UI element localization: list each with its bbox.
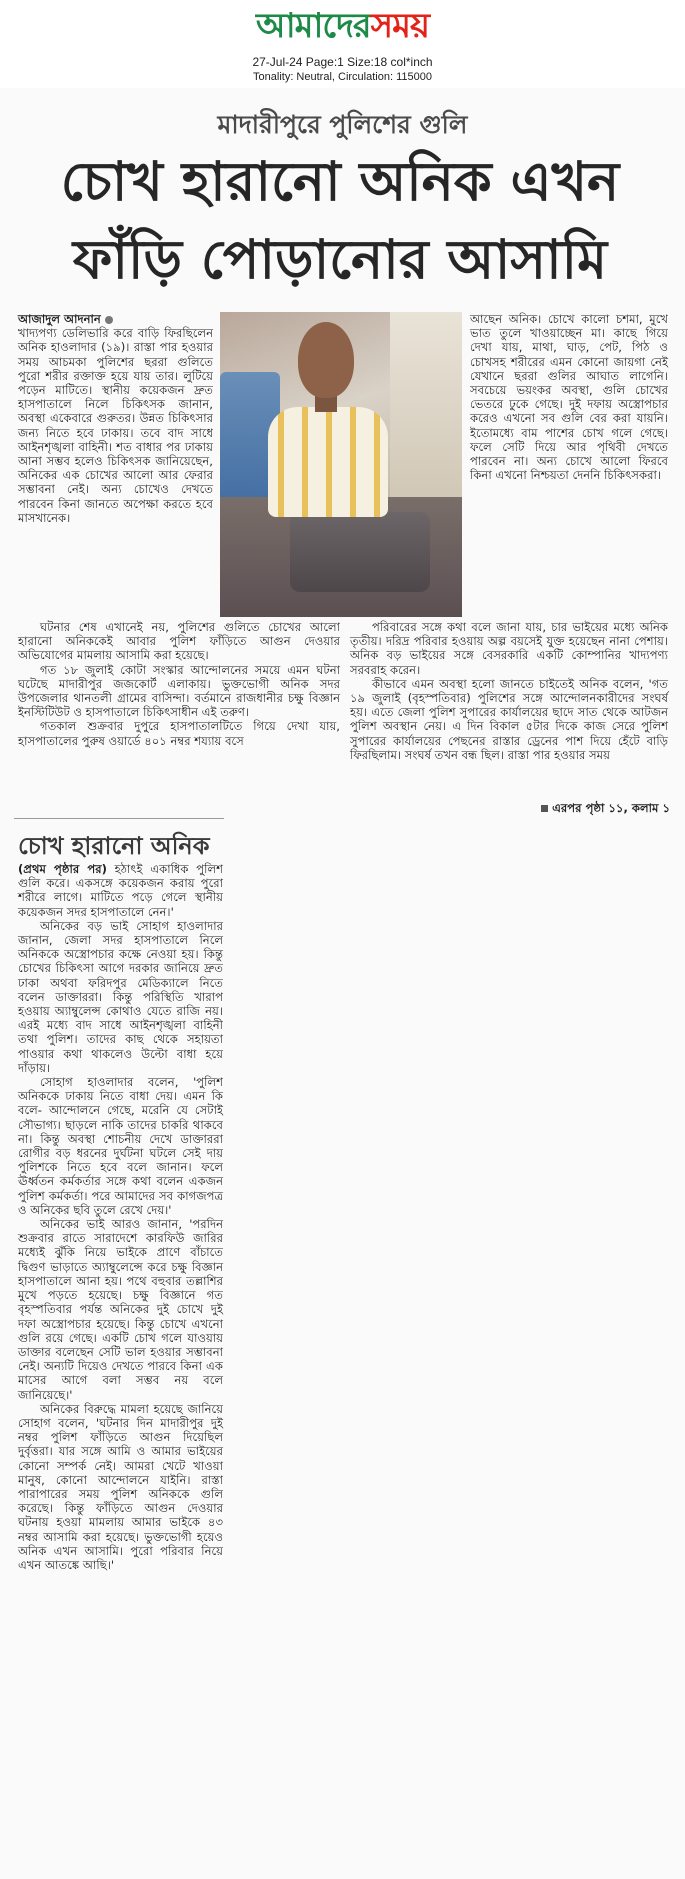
jump-note-text: এরপর পৃষ্ঠা ১১, কলাম ১	[552, 801, 670, 815]
continuation-title: চোখ হারানো অনিক	[18, 832, 210, 860]
wide2-paragraph-1: পরিবারের সঙ্গে কথা বলে জানা যায়, চার ভাইয়ের মধ্যে অনিক তৃতীয়। দরিদ্র পরিবার হওয়ায় অল্প বয়সেই যুক্ত হয়েছেন নানা পেশায়। অনিক বড় ভাইয়ের সঙ্গে বেসরকারি একটি কোম্পানির খাদ্যপণ্য সরবরাহ করেন।	[350, 620, 668, 677]
logo-part-2: সময়	[370, 6, 429, 46]
section-divider	[14, 818, 224, 819]
wide1-paragraph-3: গতকাল শুক্রবার দুপুরে হাসপাতালটিতে গিয়ে দেখা যায়, হাসপাতালের পুরুষ ওয়ার্ডে ৪০১ নম্বর শয্যায় বসে	[18, 719, 340, 748]
article-kicker: মাদারীপুরে পুলিশের গুলি	[217, 110, 468, 139]
left-paragraph: খাদ্যপণ্য ডেলিভারি করে বাড়ি ফিরছিলেন অনিক হাওলাদার (১৯)। রাস্তা পার হওয়ার সময় আচমকা পুলিশের ছররা গুলিতে পুরো শরীর রক্তাক্ত হয়ে যায় তার। লুটিয়ে পড়েন মাটিতে। স্থানীয় কয়েকজন দ্রুত হাসপাতালে নিলে চিকিৎসক জানান, অবস্থা একেবারে গুরুতর। উন্নত চিকিৎসার জন্য নিতে হবে ঢাকায়। তবে বাদ সাধে আইনশৃঙ্খলা বাহিনী। শত বাধার পর ঢাকায় আনা সম্ভব হলেও চিকিৎসক জানিয়েছেন, অনিকের এক চোখের আলো আর ফেরার সম্ভাবনা নেই। অন্য চোখেও দেখতে পারবেন কিনা জানতে অপেক্ষা করতে হবে মাসখানেক।	[18, 326, 213, 525]
continuation-column	[18, 862, 223, 1572]
headline-line-2: ফাঁড়ি পোড়ানোর আসামি	[72, 228, 608, 291]
square-bullet-icon	[541, 805, 548, 812]
wide-column-1	[18, 620, 340, 748]
wide2-paragraph-2: কীভাবে এমন অবস্থা হলো জানতে চাইতেই অনিক বলেন, 'গত ১৯ জুলাই (বৃহস্পতিবার) পুলিশের সঙ্গে আন্দোলনকারীদের সংঘর্ষ হয়। এতে জেলা পুলিশ সুপারের কার্যালয়ের ছাদে সাত থেকে আটজন পুলিশ অবস্থান নেয়। এ দিন বিকাল ৫টার দিকে কাজ সেরে পুলিশ সুপারের কার্যালয়ের পেছনের রাস্তার ড্রেনের পাশ দিয়ে হেঁটে বাড়ি ফিরছিলাম। সংঘর্ষ তখন বন্ধ ছিল। রাস্তা পার হওয়ার সময়	[350, 676, 668, 762]
byline: আজাদুল আদনান	[18, 312, 101, 326]
byline-dot-icon	[105, 316, 113, 324]
continuation-paragraph-2: অনিকের বড় ভাই সোহাগ হাওলাদার জানান, জেলা সদর হাসপাতালে নিলে অনিককে অস্ত্রোপচার কক্ষে নেওয়া হয়। কিন্তু চোখের চিকিৎসা আগে দরকার জানিয়ে দ্রুত ঢাকা অথবা ফরিদপুর মেডিক্যালে নিতে বলেন ডাক্তাররা। কিন্তু পরিস্থিতি খারাপ হওয়ায় অ্যাম্বুলেন্স কোথাও যেতে রাজি নয়। এরই মধ্যে বাদ সাধে আইনশৃঙ্খলা বাহিনী তথা পুলিশ। তাদের কাছ থেকে সহায়তা পাওয়ার কথা থাকলেও উল্টো বাধা হয়ে দাঁড়ায়।	[18, 918, 223, 1075]
clip-meta-line-1: 27-Jul-24 Page:1 Size:18 col*inch	[252, 55, 433, 69]
wide1-paragraph-1: ঘটনার শেষ এখানেই নয়, পুলিশের গুলিতে চোখের আলো হারানো অনিককেই আবার পুলিশ ফাঁড়িতে আগুন দেওয়ার অভিযোগের মামলায় আসামি করা হয়েছে।	[18, 620, 340, 663]
right-column	[470, 312, 668, 482]
wide1-paragraph-2: গত ১৮ জুলাই কোটা সংস্কার আন্দোলনের সময়ে এমন ঘটনা ঘটেছে মাদারীপুর জজকোর্ট এলাকায়। ভুক্তভোগী অনিক সদর উপজেলার থানতলী গ্রামের বাসিন্দা। বর্তমানে রাজধানীর চক্ষু বিজ্ঞান ইনস্টিটিউট ও হাসপাতালে চিকিৎসাধীন এই তরুণ।	[18, 662, 340, 720]
article-photo	[220, 312, 462, 617]
continuation-paragraph-5: অনিকের বিরুদ্ধে মামলা হয়েছে জানিয়ে সোহাগ বলেন, 'ঘটনার দিন মাদারীপুর দুই নম্বর পুলিশ ফাঁড়িতে আগুন দিয়েছিল দুর্বৃত্তরা। যার সঙ্গে আমি ও আমার ভাইয়ের কোনো সম্পর্ক নেই। আমরা খেটে খাওয়া মানুষ, কোনো আন্দোলনে যাইনি। রাস্তা পারাপারের সময় পুলিশ অনিককে গুলি করেছে। কিন্তু ফাঁড়িতে আগুন দেওয়ার ঘটনায় হওয়া মামলায় আমার ভাইকে ৪৩ নম্বর আসামি করা হয়েছে। ভুক্তভোগী হয়েও অনিক এখন আসামি। পুরো পরিবার নিয়ে এখন আতঙ্কে আছি।'	[18, 1401, 223, 1572]
jump-note	[520, 800, 670, 819]
continuation-paragraph-4: অনিকের ভাই আরও জানান, 'পরদিন শুক্রবার রাতে সারাদেশে কারফিউ জারির মধ্যেই ঝুঁকি নিয়ে ভাইকে প্রাণে বাঁচাতে দ্বিগুণ ভাড়াতে অ্যাম্বুলেন্সে করে চক্ষু বিজ্ঞান হাসপাতালে আনা হয়। পথে বহুবার তল্লাশির মুখে পড়তে হয়েছে। চক্ষু বিজ্ঞানে গত বৃহস্পতিবার পর্যন্ত অনিকের দুই চোখে দুই দফা অস্ত্রোপচার হয়েছে। কিন্তু চোখে এখনো গুলি রয়ে গেছে। একটি চোখ গলে যাওয়ায় ডাক্তার বলেছেন সেটি ভাল হওয়ার সম্ভাবনা নেই। অন্যটি দিয়েও দেখতে পারবে কিনা এক মাসের আগে বলা সম্ভব নয় বলে জানিয়েছে।'	[18, 1217, 223, 1402]
wide-column-2	[350, 620, 668, 762]
right-paragraph: আছেন অনিক। চোখে কালো চশমা, মুখে ভাত তুলে খাওয়াচ্ছেন মা। কাছে গিয়ে দেখা যায়, মাথা, ঘাড়, পেট, পিঠ ও চোখসহ শরীরের এমন কোনো জায়গা নেই যেখানে ছররা গুলির আঘাত লাগেনি। সবচেয়ে ভয়ংকর অবস্থা, গুলি চোখের ভেতরে ঢুকে গেছে। দুই দফায় অস্ত্রোপচার করেও এখনো সব গুলি বের করা যায়নি। ইতোমধ্যে বাম পাশের চোখ গলে গেছে। ফলে সেটি দিয়ে আর পৃথিবী দেখতে পারবেন না। অন্য চোখে আলো ফিরবে কিনা এখনো নিশ্চয়তা দেননি চিকিৎসকরা।	[470, 312, 668, 483]
clip-meta-line-2: Tonality: Neutral, Circulation: 115000	[253, 71, 432, 83]
newspaper-logo	[205, 0, 480, 44]
headline-line-1: চোখ হারানো অনিক এখন	[60, 150, 620, 213]
logo-part-1: আমাদের	[256, 6, 371, 46]
left-column	[18, 312, 213, 525]
continuation-paragraph-1: হঠাৎই একাধিক পুলিশ গুলি করে। একসঙ্গে কয়েকজন করায় পুরো শরীরে লাগে। মাটিতে পড়ে গেলে স্থানীয় কয়েকজন সদর হাসপাতালে নেন।'	[18, 862, 223, 919]
continuation-lead: (প্রথম পৃষ্ঠার পর)	[18, 862, 107, 876]
continuation-paragraph-3: সোহাগ হাওলাদার বলেন, 'পুলিশ অনিককে ঢাকায় নিতে বাধা দেয়। এমন কি বলে- আন্দোলনে গেছে, মরেনি যে সেটাই সৌভাগ্য। ছাড়লে নাকি তাদের চাকরি থাকবে না। কিন্তু অবস্থা শোচনীয় দেখে ডাক্তাররা রোগীর বড় ধরনের দুর্ঘটনা ঘটলে সেই দায় পুলিশকে নিতে হবে বলে জানান। ফলে ঊর্ধ্বতন কর্মকর্তার সঙ্গে কথা বলেন একজন পুলিশ কর্মকর্তা। পরে আমাদের সব কাগজপত্র ও অনিকের ছবি তুলে রেখে দেয়।'	[18, 1075, 223, 1217]
